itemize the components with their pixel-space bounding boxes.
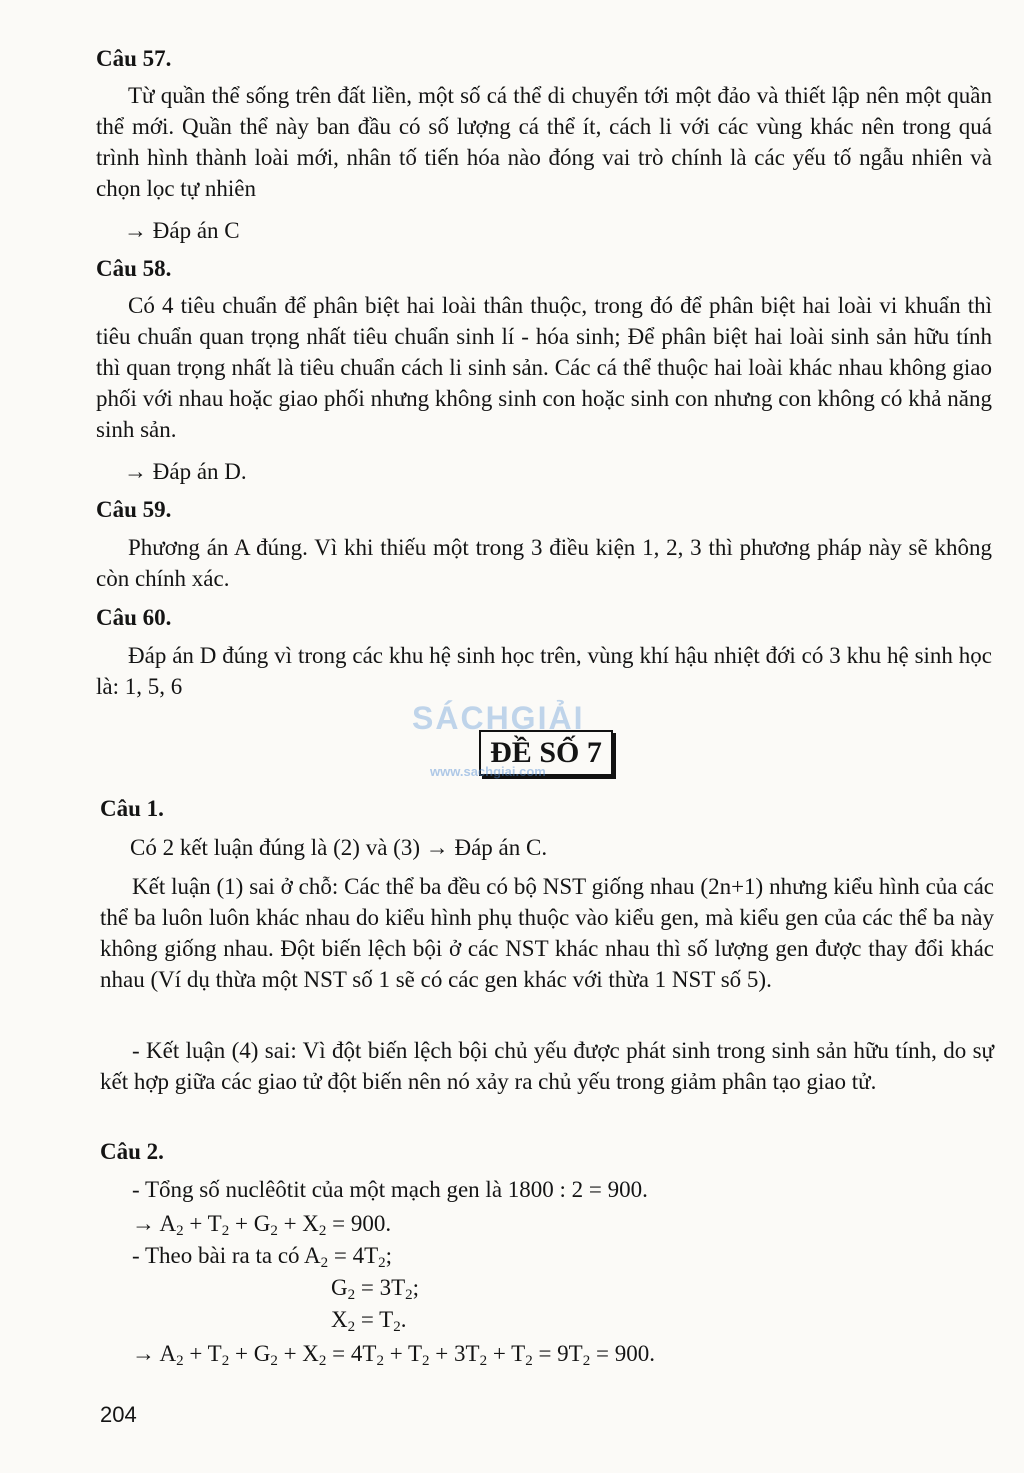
question-58-body: Có 4 tiêu chuẩn để phân biệt hai loài thân thuộc, trong đó để phân biệt hai loài vi khuẩn thì tiêu chuẩn quan trọng nhất tiêu chuẩn sinh lí - hóa sinh; Để phân biệt hai loài sinh sản hữu tính thì quan trọng nhất là tiêu chuẩn cách li sinh sản. Các cá thể thuộc hai loài khác nhau không giao phối với nhau hoặc giao phối nhưng không sinh con hoặc sinh con nhưng con không có khả năng sinh sản. xyxy=(96,293,992,442)
watermark-logo: SÁCHGIẢI xyxy=(412,700,585,736)
line-6-rest: = 900. xyxy=(590,1341,655,1366)
answer-2-line-4: $G_2 = 3T_2$; xyxy=(331,1275,420,1303)
answer-2-line-3: - Theo bài ra ta có $A_2 = 4T_2$; xyxy=(132,1243,393,1271)
watermark-url: www.sachgiai.com xyxy=(430,764,546,779)
line-2-prefix: → xyxy=(132,1211,160,1236)
answer-2-line-6: → $A_2 + T_2 + G_2 + X_2 = 4T_2 + T_2 + 3T_2 + T_2 = 9T_2 = 900$. xyxy=(132,1341,655,1369)
question-58-heading: Câu 58. xyxy=(96,256,172,281)
question-58-answer: → Đáp án D. xyxy=(124,459,247,484)
question-59-body: Phương án A đúng. Vì khi thiếu một trong 3 điều kiện 1, 2, 3 thì phương pháp này sẽ không còn chính xác. xyxy=(96,535,992,591)
question-59-heading: Câu 59. xyxy=(96,497,172,522)
answer-1-conclusion: Có 2 kết luận đúng là (2) và (3) → Đáp án C. xyxy=(130,835,548,860)
line-2-rest: = 900. xyxy=(326,1211,392,1236)
answer-1-paragraph-1: Kết luận (1) sai ở chỗ: Các thể ba đều có bộ NST giống nhau (2n+1) nhưng kiểu hình của các thể ba luôn luôn khác nhau do kiểu hình phụ thuộc vào kiểu gen, mà kiểu gen của các thể ba này không giống nhau. Đột biến lệch bội ở các NST khác nhau thì số lượng gen được thay đổi khác nhau (Ví dụ thừa một NST số 1 sẽ có các gen khác với thừa 1 NST số 5). xyxy=(100,874,994,992)
question-60-body: Đáp án D đúng vì trong các khu hệ sinh học trên, vùng khí hậu nhiệt đới có 3 khu hệ sinh học là: 1, 5, 6 xyxy=(96,643,992,699)
question-57-heading: Câu 57. xyxy=(96,46,172,71)
question-57-body: Từ quần thể sống trên đất liền, một số cá thể di chuyển tới một đảo và thiết lập nên một quần thể mới. Quần thể này ban đầu có số lượng cá thể ít, cách li với các vùng khác nên trong quá trình hình thành loài mới, nhân tố tiến hóa nào đóng vai trò chính là các yếu tố ngẫu nhiên và chọn lọc tự nhiên xyxy=(96,83,992,201)
line-6-prefix: → xyxy=(132,1341,160,1366)
answer-2-line-2: → $A_2 + T_2 + G_2 + X_2 = 900$. xyxy=(132,1211,392,1239)
exam-title: ĐỀ SỐ 7 xyxy=(479,730,613,776)
answer-1-paragraph-2: - Kết luận (4) sai: Vì đột biến lệch bội chủ yếu được phát sinh trong sinh sản hữu tính, do sự kết hợp giữa các giao tử đột biến nên nó xảy ra chủ yếu trong giảm phân tạo giao tử. xyxy=(100,1038,994,1094)
line-3-prefix: - Theo bài ra ta có xyxy=(132,1243,305,1268)
answer-2-line-5: $X_2 = T_2$. xyxy=(331,1307,407,1335)
answer-2-line-1: - Tổng số nuclêôtit của một mạch gen là 1800 : 2 = 900. xyxy=(132,1177,648,1202)
answer-2-heading: Câu 2. xyxy=(100,1139,164,1164)
answer-1-heading: Câu 1. xyxy=(100,796,164,821)
question-57-answer: → Đáp án C xyxy=(124,218,240,243)
page-number: 204 xyxy=(100,1402,137,1427)
question-60-heading: Câu 60. xyxy=(96,605,172,630)
